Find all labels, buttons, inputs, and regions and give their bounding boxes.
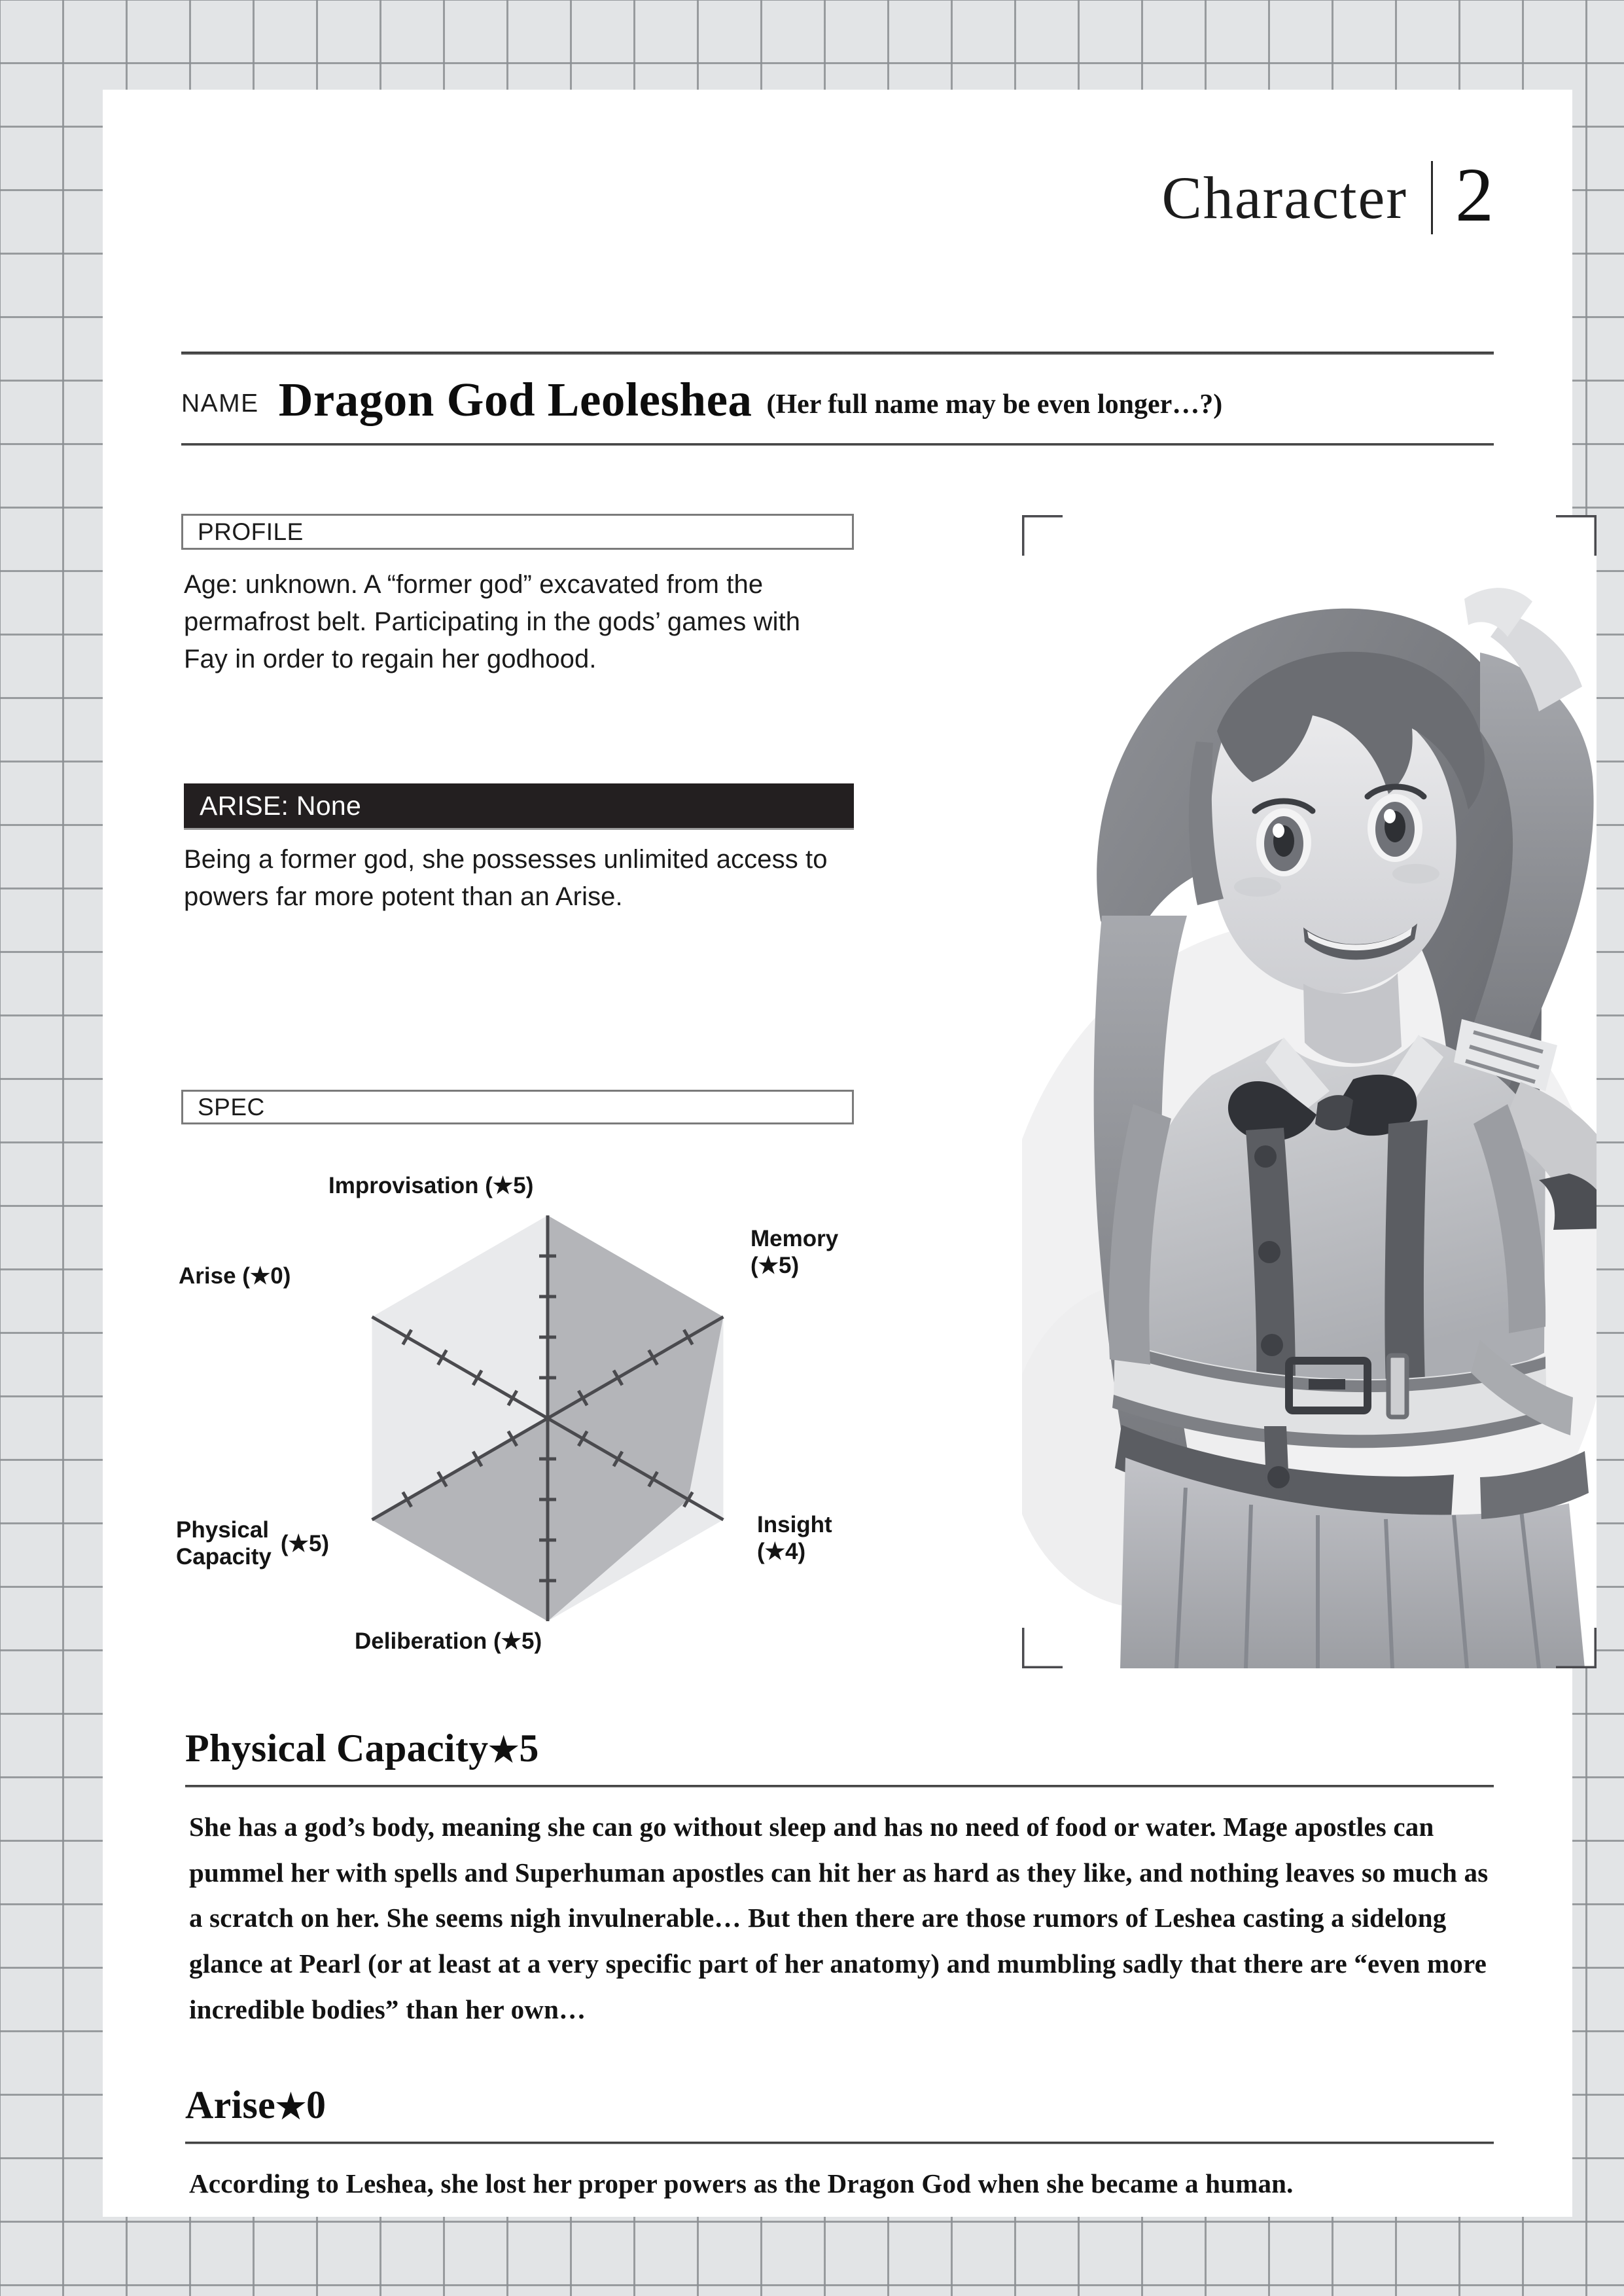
section-0-rating: 5	[519, 1727, 539, 1770]
section-1-text: According to Leshea, she lost her proper powers as the Dragon God when she became a human.	[189, 2168, 1294, 2198]
name-top-rule	[181, 351, 1494, 355]
section-1-heading-text: Arise	[185, 2083, 276, 2126]
radar-label-physical-capacity	[176, 1516, 329, 1571]
arise-heading-box	[184, 783, 854, 828]
spec-heading-label: SPEC	[198, 1093, 265, 1121]
paper-sheet	[103, 90, 1572, 2217]
section-1-rule	[185, 2142, 1494, 2144]
section-0-heading	[185, 1726, 539, 1771]
illustration-corner-brackets	[1022, 515, 1597, 1668]
name-tag-label: NAME	[181, 389, 259, 418]
profile-heading-label: PROFILE	[198, 518, 304, 545]
radar-label-deliberation	[355, 1628, 542, 1655]
radar-label-deliberation-line1: Deliberation (★5)	[355, 1628, 542, 1654]
character-name-note: (Her full name may be even longer…?)	[766, 389, 1223, 420]
section-0-star-icon: ★	[488, 1732, 520, 1769]
page-header	[1161, 152, 1494, 240]
spec-radar-chart	[176, 1111, 927, 1680]
radar-label-arise-line1: Arise (★0)	[179, 1263, 291, 1289]
name-bottom-rule	[181, 443, 1494, 446]
section-1-rating: 0	[306, 2083, 327, 2126]
profile-heading-box	[181, 514, 854, 550]
section-1-star-icon: ★	[275, 2089, 307, 2126]
section-0-rule	[185, 1785, 1494, 1787]
radar-svg	[181, 1111, 927, 1680]
radar-label-physical-line3: (★5)	[280, 1530, 330, 1556]
arise-heading-label: ARISE: None	[200, 790, 362, 821]
radar-label-insight-line2: (★4)	[757, 1539, 806, 1565]
radar-label-memory-line2: (★5)	[750, 1253, 800, 1279]
header-number: 2	[1455, 152, 1494, 238]
radar-label-improvisation-line1: Improvisation (★5)	[328, 1173, 534, 1198]
section-1-heading	[185, 2083, 326, 2128]
name-row	[181, 372, 1494, 427]
radar-label-insight-line1: Insight	[757, 1512, 832, 1537]
header-label: Character	[1161, 164, 1407, 231]
radar-label-physical-line1: Physical	[176, 1517, 270, 1543]
radar-label-arise	[179, 1263, 291, 1289]
radar-label-improvisation	[328, 1172, 533, 1199]
radar-label-insight	[757, 1511, 832, 1566]
character-name: Dragon God Leoleshea	[278, 373, 752, 426]
radar-label-memory-line1: Memory	[750, 1226, 839, 1251]
radar-label-physical-line2: Capacity	[176, 1544, 272, 1570]
character-illustration	[1022, 515, 1597, 1668]
profile-text: Age: unknown. A “former god” excavated from the permafrost belt. Participating in the gods’ games with Fay in order to regain her godhood.	[184, 570, 801, 673]
section-0-text: She has a god’s body, meaning she can go without sleep and has no need of food or water. Mage apostles can pummel her with spells and Superhuman apostles can hit her as hard as they like, and nothing leaves so much as a scratch on her. She seems nigh invulnerable… But then there are those rumors of Leshea casting a sidelong glance at Pearl (or at least at a very specific part of her anatomy) and mumbling sadly that there are “even more incredible bodies” than her own…	[189, 1812, 1489, 2024]
radar-label-memory	[750, 1225, 838, 1280]
section-0-heading-text: Physical Capacity	[185, 1727, 489, 1770]
arise-text: Being a former god, she possesses unlimited access to powers far more potent than an Arise.	[184, 845, 828, 911]
